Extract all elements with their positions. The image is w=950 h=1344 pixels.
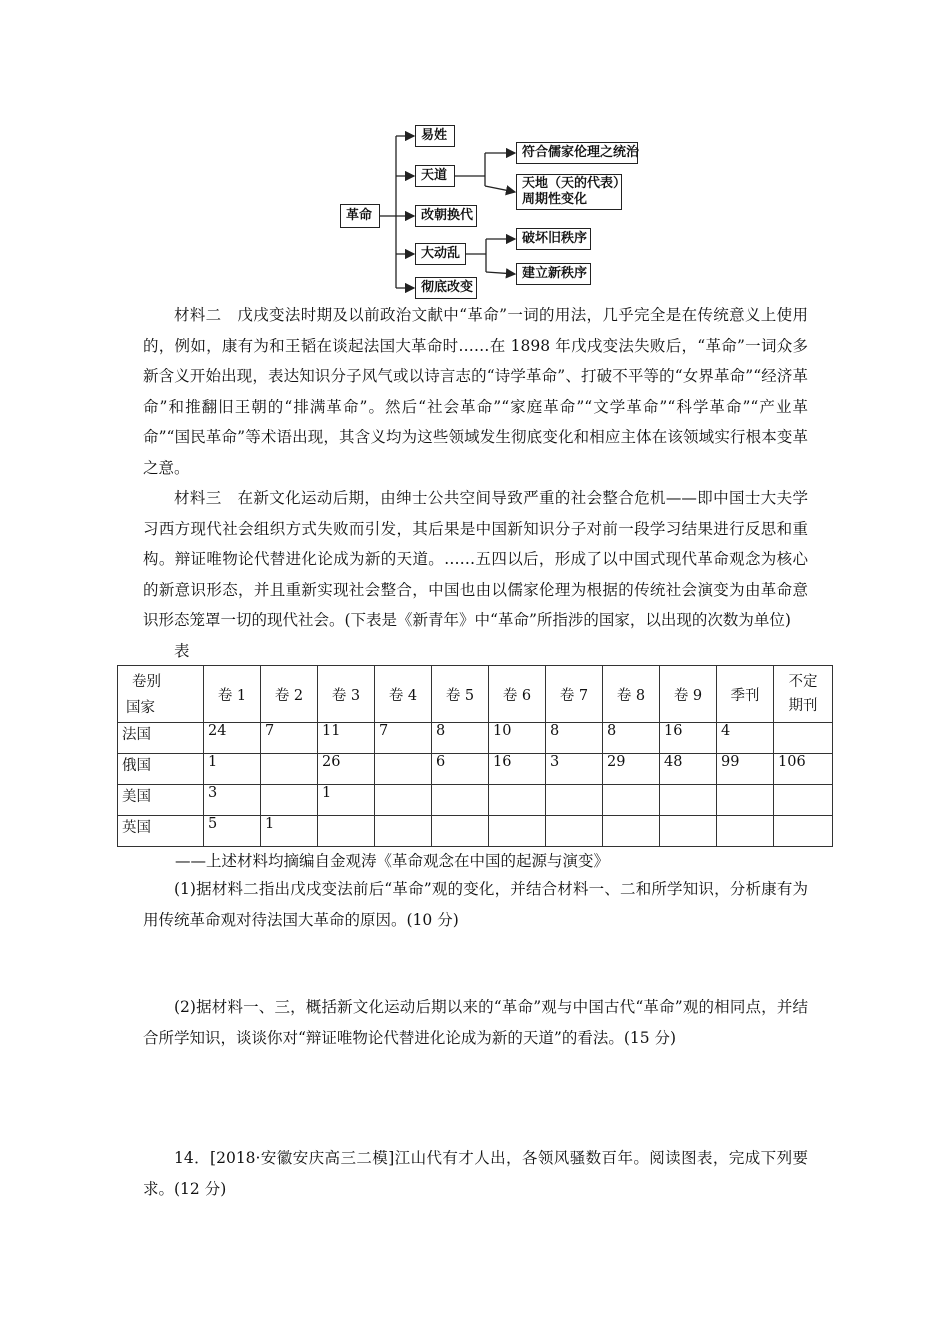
table-col-header: 卷 8 — [603, 666, 660, 723]
table-cell — [603, 785, 660, 816]
table-cell: 1 — [318, 785, 375, 816]
question-2-text: (2)据材料一、三，概括新文化运动后期以来的“革命”观与中国古代“革命”观的相同点，并结合所学知识，谈谈你对“辩证唯物论代替进化论成为新的天道”的看法。(15 分) — [143, 998, 808, 1047]
table-col-header-last-line2: 期刊 — [788, 698, 818, 714]
table-cell — [318, 816, 375, 847]
material-two-text: 戊戌变法时期及以前政治文献中“革命”一词的用法，几乎完全是在传统意义上使用的，例如，康有为和王韬在谈起法国大革命时……在 1898 年戊戌变法失败后，“革命”一词众多新含义开始出现，表达知识分子风气或以诗言志的“诗学革命”、打破不平等的“女界革命”“经济革命”和推翻旧王朝的“排满革命”。然后“社会革命”“家庭革命”“文学革命”“科学革命”“产业革命”“国民革命”等术语出现，其含义均为这些领域发生彻底变化和相应主体在该领域实行根本变革之意。 — [143, 306, 808, 477]
table-label: 表 — [174, 641, 190, 660]
table-cell: 8 — [432, 723, 489, 754]
table-cell: 4 — [717, 723, 774, 754]
table-cell — [717, 785, 774, 816]
table-cell: 5 — [204, 816, 261, 847]
question-14-text: 14．[2018·安徽安庆高三二模]江山代有才人出，各领风骚数百年。阅读图表，完成下列要求。(12 分) — [143, 1149, 808, 1198]
table-row-country: 俄国 — [118, 754, 204, 785]
table-col-header: 卷 1 — [204, 666, 261, 723]
table-col-header: 卷 6 — [489, 666, 546, 723]
table-col-header: 卷 9 — [660, 666, 717, 723]
table-row — [118, 816, 833, 847]
table-cell — [546, 785, 603, 816]
question-1 — [143, 874, 808, 935]
table-cell — [660, 816, 717, 847]
table-cell — [546, 816, 603, 847]
table-cell: 10 — [489, 723, 546, 754]
material-three-text: 在新文化运动后期，由绅士公共空间导致严重的社会整合危机——即中国士大夫学习西方现代社会组织方式失败而引发，其后果是中国新知识分子对前一段学习结果进行反思和重构。辩证唯物论代替进化论成为新的天道。……五四以后，形成了以中国式现代革命观念为核心的新意识形态，并且重新实现社会整合，中国也由以儒家伦理为根据的传统社会演变为由革命意识形态笼罩一切的现代社会。(下表是《新青年》中“革命”所指涉的国家，以出现的次数为单位) — [143, 489, 808, 629]
table-cell: 99 — [717, 754, 774, 785]
diagram-tiandao-sub-2 — [516, 174, 627, 210]
table-cell — [375, 816, 432, 847]
table-cell: 16 — [660, 723, 717, 754]
table-cell: 3 — [546, 754, 603, 785]
table-row — [118, 754, 833, 785]
table-cell: 24 — [204, 723, 261, 754]
table-cell: 7 — [375, 723, 432, 754]
table-col-header: 卷 5 — [432, 666, 489, 723]
table-cell — [603, 816, 660, 847]
diagram-tiandao-sub-2-line2: 周期性变化 — [522, 192, 588, 207]
table-cell: 48 — [660, 754, 717, 785]
table-col-header: 卷 4 — [375, 666, 432, 723]
table-cell — [432, 816, 489, 847]
diagram-dongluan-sub-1: 破坏旧秩序 — [516, 228, 591, 250]
question-2 — [143, 992, 808, 1053]
diagram-root: 革命 — [340, 204, 380, 228]
table-col-header-last-line1: 不定 — [788, 674, 818, 690]
question-14 — [143, 1143, 808, 1204]
table-cell — [489, 785, 546, 816]
diagram-tiandao-sub-2-line1: 天地（天的代表） — [522, 175, 627, 191]
table-cell: 16 — [489, 754, 546, 785]
table-cell: 8 — [603, 723, 660, 754]
table-col-header: 卷 7 — [546, 666, 603, 723]
table-col-header: 卷 3 — [318, 666, 375, 723]
table-col-header: 卷 2 — [261, 666, 318, 723]
diagram-branch-4: 大动乱 — [415, 243, 466, 265]
table-cell: 8 — [546, 723, 603, 754]
table-cell: 1 — [261, 816, 318, 847]
table-header-row — [118, 666, 833, 723]
table-cell — [774, 723, 833, 754]
table-cell: 11 — [318, 723, 375, 754]
table-cell — [774, 816, 833, 847]
table-cell: 29 — [603, 754, 660, 785]
question-1-text: (1)据材料二指出戊戌变法前后“革命”观的变化，并结合材料一、二和所学知识，分析康有为用传统革命观对待法国大革命的原因。(10 分) — [143, 880, 808, 929]
table-cell: 6 — [432, 754, 489, 785]
diagram-tiandao-sub-1: 符合儒家伦理之统治 — [516, 142, 638, 164]
material-three — [143, 483, 808, 666]
table-cell: 3 — [204, 785, 261, 816]
table-cell: 106 — [774, 754, 833, 785]
table-row — [118, 785, 833, 816]
data-table — [117, 665, 833, 847]
table-cell: 26 — [318, 754, 375, 785]
material-two — [143, 300, 808, 483]
table-cell: 1 — [204, 754, 261, 785]
source-citation: ——上述材料均摘编自金观涛《革命观念在中国的起源与演变》 — [175, 852, 610, 870]
diagram-branch-3: 改朝换代 — [415, 205, 477, 227]
table-cell — [375, 785, 432, 816]
table-cell: 7 — [261, 723, 318, 754]
revolution-concept-diagram — [340, 122, 640, 302]
table-cell — [432, 785, 489, 816]
material-three-label: 材料三 — [174, 489, 222, 507]
table-corner-cell — [118, 666, 204, 723]
table-cell — [375, 754, 432, 785]
table-corner-top: 卷别 — [132, 674, 161, 690]
table-cell — [261, 785, 318, 816]
table-cell — [660, 785, 717, 816]
table-corner-bottom: 国家 — [126, 700, 155, 716]
table-col-header: 季刊 — [717, 666, 774, 723]
material-two-label: 材料二 — [174, 306, 222, 324]
table-row-country: 美国 — [118, 785, 204, 816]
table-cell — [717, 816, 774, 847]
diagram-branch-5: 彻底改变 — [415, 277, 477, 299]
diagram-dongluan-sub-2: 建立新秩序 — [516, 263, 591, 285]
diagram-branch-1: 易姓 — [415, 125, 455, 147]
diagram-branch-2: 天道 — [415, 165, 455, 187]
table-row — [118, 723, 833, 754]
table-cell — [774, 785, 833, 816]
table-row-country: 法国 — [118, 723, 204, 754]
table-row-country: 英国 — [118, 816, 204, 847]
table-cell — [489, 816, 546, 847]
table-col-header-last — [774, 666, 833, 723]
table-cell — [261, 754, 318, 785]
